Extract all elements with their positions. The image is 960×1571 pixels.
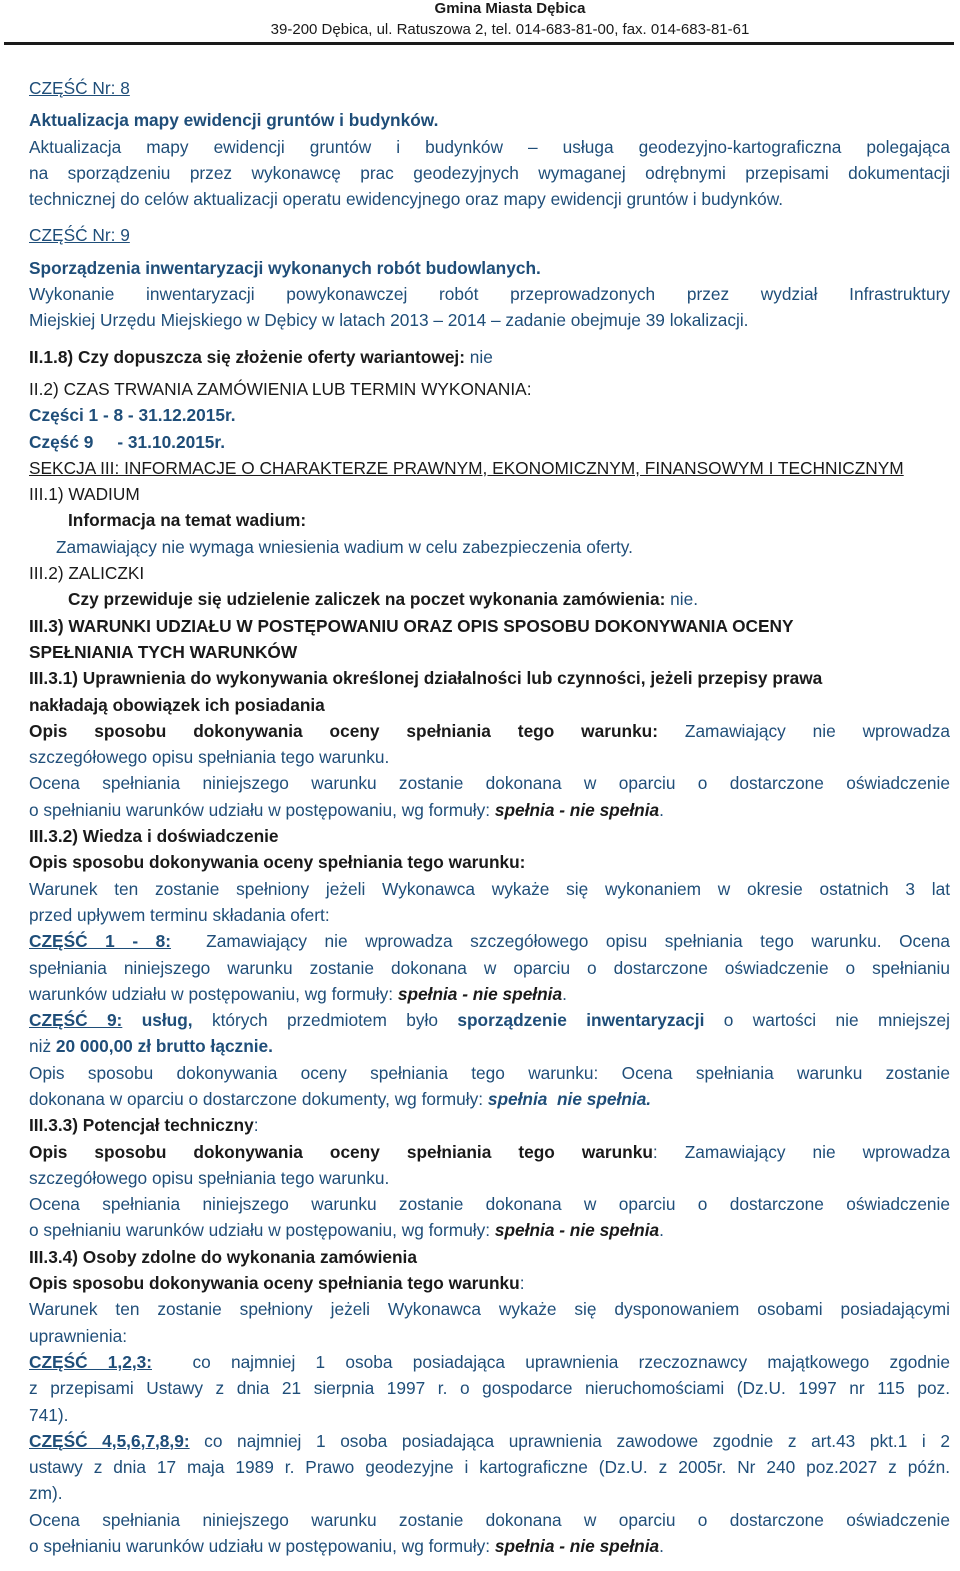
part9-label: CZĘŚĆ Nr: 9 — [29, 225, 130, 246]
s333-opis-label: Opis sposobu dokonywania oceny spełniania tego warunku — [29, 1141, 653, 1162]
advances-question: Czy przewiduje się udzielenie zaliczek na poczet wykonania zamówienia: — [68, 589, 666, 610]
s333-ocena-line2 — [29, 1217, 950, 1243]
part8-title: Aktualizacja mapy ewidencji gruntów i budynków. — [29, 110, 439, 131]
s331-ocena-line2 — [29, 797, 950, 823]
duration-parts-1-8: Części 1 - 8 - 31.12.2015r. — [29, 405, 236, 426]
s332-part-9-line2 — [29, 1033, 950, 1059]
variant-offer-row — [29, 344, 950, 370]
s334-part-123-line2: z przepisami Ustawy z dnia 21 sierpnia 1997 r. o gospodarce nieruchomościami (Dz.U. 1997 nr 115 poz. — [29, 1378, 950, 1399]
s333-heading: III.3.3) Potencjał techniczny — [29, 1115, 254, 1136]
s332-part-9-row — [29, 1007, 950, 1033]
s332-part-9-inventory: sporządzenie inwentaryzacji — [457, 1010, 705, 1031]
s334-opis: Opis sposobu dokonywania oceny spełniania tego warunku — [29, 1273, 520, 1294]
s332-opis: Opis sposobu dokonywania oceny spełniania tego warunku: — [29, 852, 526, 873]
s332-part-9-amount: 20 000,00 zł brutto łącznie. — [55, 1036, 273, 1057]
s333-colon: : — [253, 1115, 259, 1136]
s332-assessment-line1: Opis sposobu dokonywania oceny spełniania tego warunku: Ocena spełniania warunku zostanie — [29, 1062, 950, 1083]
s332-assessment-text: dokonana w oparciu o dostarczone dokumenty, wg formuły: — [29, 1088, 488, 1109]
s334-part-4-9-line2: ustawy z dnia 17 maja 1989 r. Prawo geodezyjne i kartograficzne (Dz.U. z 2005r. Nr 240 poz.2027 z późn. — [29, 1457, 950, 1478]
s334-colon: : — [519, 1273, 525, 1294]
wadium-text: Zamawiający nie wymaga wniesienia wadium w celu zabezpieczenia oferty. — [56, 536, 633, 557]
letterhead — [0, 0, 960, 46]
s333-ocena-text: o spełnianiu warunków udziału w postępowaniu, wg formuły: — [29, 1220, 495, 1241]
s333-ocena-line1: Ocena spełniania niniejszego warunku zostanie dokonana w oparciu o dostarczone oświadczenie — [29, 1194, 950, 1215]
s331-ocena-line1: Ocena spełniania niniejszego warunku zostanie dokonana w oparciu o dostarczone oświadczenie — [29, 773, 950, 794]
variant-offer-value: nie — [464, 346, 493, 367]
part8-desc-2: na sporządzeniu przez wykonawcę prac geodezyjnych wymaganej odrębnymi przepisami dokumentacji — [29, 162, 950, 183]
conditions-heading-2: SPEŁNIANIA TYCH WARUNKÓW — [29, 641, 298, 662]
s333-formula: spełnia - nie spełnia — [494, 1220, 660, 1241]
s334-heading: III.3.4) Osoby zdolne do wykonania zamówienia — [29, 1246, 417, 1267]
part9-desc-2: Miejskiej Urzędu Miejskiego w Dębicy w latach 2013 – 2014 – zadanie obejmuje 39 lokalizacji. — [29, 310, 749, 331]
s331-heading-1: III.3.1) Uprawnienia do wykonywania określonej działalności lub czynności, jeżeli przepisy prawa — [29, 668, 823, 689]
s331-formula: spełnia - nie spełnia — [494, 799, 660, 820]
s334-part-4-9-label: CZĘŚĆ 4,5,6,7,8,9: — [29, 1430, 190, 1451]
s333-dot: . — [659, 1220, 664, 1241]
duration-heading: II.2) CZAS TRWANIA ZAMÓWIENIA LUB TERMIN WYKONANIA: — [29, 378, 532, 399]
s334-condition-line2: uprawnienia: — [29, 1325, 127, 1346]
wadium-heading: III.1) WADIUM — [29, 484, 140, 505]
s332-part-1-8-text3: warunków udziału w postępowaniu, wg formuły: — [29, 983, 398, 1004]
s334-part-123-label: CZĘŚĆ 1,2,3: — [29, 1351, 152, 1372]
s332-condition-line1: Warunek ten zostanie spełniony jeżeli Wykonawca wykaże się wykonaniem w okresie ostatnich 3 lat — [29, 878, 950, 899]
part8-desc-3: technicznej do celów aktualizacji operatu ewidencyjnego oraz mapy ewidencji gruntów i budynków. — [29, 189, 784, 210]
s334-part-4-9-row — [29, 1428, 950, 1454]
s332-part-1-8-row — [29, 928, 950, 954]
s331-dot: . — [659, 799, 664, 820]
s332-heading: III.3.2) Wiedza i doświadczenie — [29, 826, 279, 847]
s334-dot: . — [659, 1536, 664, 1557]
variant-offer-label: II.1.8) Czy dopuszcza się złożenie oferty wariantowej: — [29, 346, 465, 367]
s334-ocena-line1: Ocena spełniania niniejszego warunku zostanie dokonana w oparciu o dostarczone oświadczenie — [29, 1509, 950, 1530]
s334-opis-row — [29, 1270, 950, 1296]
organization-address: 39-200 Dębica, ul. Ratuszowa 2, tel. 014-683-81-00, fax. 014-683-81-61 — [270, 21, 750, 38]
s332-part-9-less: niż — [29, 1036, 56, 1057]
advances-answer: nie. — [665, 589, 699, 610]
s332-part-1-8-label: CZĘŚĆ 1 - 8: — [29, 931, 172, 952]
s332-part-9-text1: których przedmiotem było — [192, 1010, 458, 1031]
s333-opis-text: : Zamawiający nie wprowadza — [652, 1141, 951, 1162]
s334-formula: spełnia - nie spełnia — [494, 1536, 660, 1557]
s332-part-9-label: CZĘŚĆ 9: — [29, 1010, 123, 1031]
s332-part-9-text2: o wartości nie mniejszej — [704, 1010, 950, 1031]
part9-title: Sporządzenia inwentaryzacji wykonanych robót budowlanych. — [29, 257, 541, 278]
s334-part-123-row — [29, 1349, 950, 1375]
s331-opis-line2: szczegółowego opisu spełniania tego warunku. — [29, 747, 390, 768]
s333-opis-row — [29, 1139, 950, 1165]
s332-part-9-services: usług, — [122, 1010, 193, 1031]
s333-heading-row — [29, 1112, 950, 1138]
part9-desc-1: Wykonanie inwentaryzacji powykonawczej robót przeprowadzonych przez wydział Infrastruktury — [29, 284, 950, 305]
part8-desc-1: Aktualizacja mapy ewidencji gruntów i budynków – usługa geodezyjno-kartograficzna polegająca — [29, 136, 950, 157]
s332-part-1-8-dot: . — [562, 983, 567, 1004]
s332-part-1-8-line3 — [29, 981, 950, 1007]
s332-part-1-8-formula: spełnia - nie spełnia — [397, 983, 563, 1004]
s334-ocena-line2 — [29, 1533, 950, 1559]
s331-opis-label: Opis sposobu dokonywania oceny spełniania tego warunku: — [29, 720, 658, 741]
s334-ocena-text: o spełnianiu warunków udziału w postępowaniu, wg formuły: — [29, 1536, 495, 1557]
s334-part-4-9-text: co najmniej 1 osoba posiadająca uprawnienia zawodowe zgodnie z art.43 pkt.1 i 2 — [189, 1430, 950, 1451]
s332-assessment-line2 — [29, 1086, 950, 1112]
advances-row — [29, 586, 950, 612]
s332-condition-line2: przed upływem terminu składania ofert: — [29, 904, 330, 925]
s331-ocena-text: o spełnianiu warunków udziału w postępowaniu, wg formuły: — [29, 799, 495, 820]
organization-name: Gmina Miasta Dębica — [434, 0, 586, 17]
duration-part-9: Część 9 - 31.10.2015r. — [29, 431, 225, 452]
s331-heading-2: nakładają obowiązek ich posiadania — [29, 694, 325, 715]
advances-heading: III.2) ZALICZKI — [29, 563, 145, 584]
s333-opis-line2: szczegółowego opisu spełniania tego warunku. — [29, 1167, 390, 1188]
document-body — [29, 75, 950, 1559]
conditions-heading-1: III.3) WARUNKI UDZIAŁU W POSTĘPOWANIU ORAZ OPIS SPOSOBU DOKONYWANIA OCENY — [29, 615, 794, 636]
header-divider — [4, 42, 954, 45]
s334-part-4-9-line3: zm). — [29, 1483, 63, 1504]
s332-part-1-8-text: Zamawiający nie wprowadza szczegółowego opisu spełniania tego warunku. Ocena — [171, 931, 950, 952]
section-3-heading: SEKCJA III: INFORMACJE O CHARAKTERZE PRAWNYM, EKONOMICZNYM, FINANSOWYM I TECHNICZNYM — [29, 457, 904, 478]
s332-assessment-formula: spełnia nie spełnia. — [487, 1088, 652, 1109]
wadium-subheading: Informacja na temat wadium: — [68, 510, 307, 531]
s334-condition-line1: Warunek ten zostanie spełniony jeżeli Wykonawca wykaże się dysponowaniem osobami posiadającymi — [29, 1299, 950, 1320]
s334-part-123-line3: 741). — [29, 1404, 69, 1425]
s334-part-123-text: co najmniej 1 osoba posiadająca uprawnienia rzeczoznawcy majątkowego zgodnie — [152, 1351, 950, 1372]
s331-opis-row — [29, 718, 950, 744]
s332-part-1-8-line2: spełniania niniejszego warunku zostanie dokonana w oparciu o dostarczone oświadczenie o spełnianiu — [29, 957, 950, 978]
part8-label: CZĘŚĆ Nr: 8 — [29, 78, 130, 98]
s331-opis-text: Zamawiający nie wprowadza — [658, 720, 950, 741]
